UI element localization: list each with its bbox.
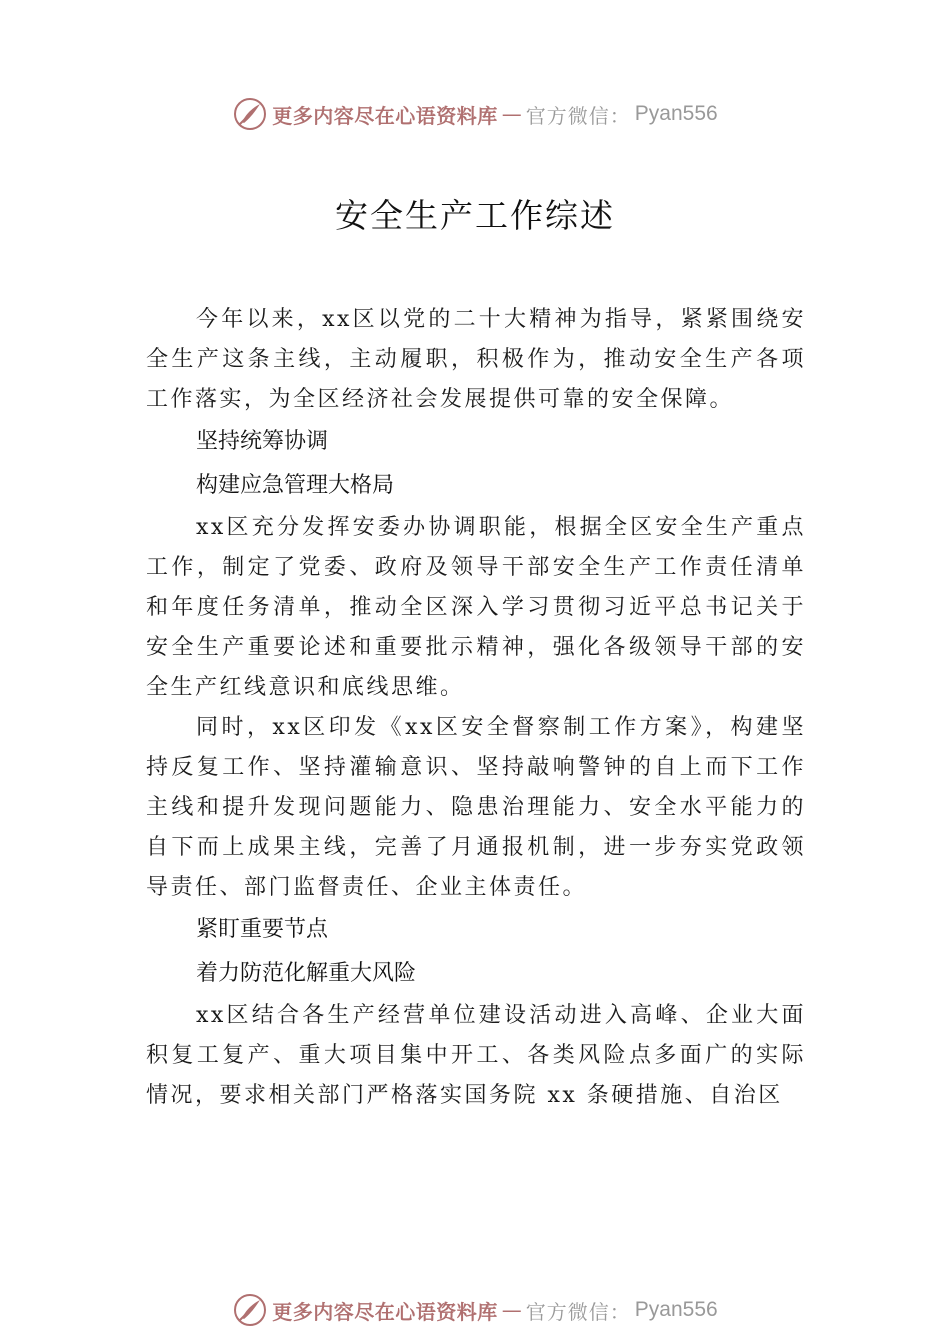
watermark-wechat-label: 官方微信： <box>525 103 631 128</box>
paragraph: xx区充分发挥安委办协调职能，根据全区安全生产重点工作，制定了党委、政府及领导干部安全生产工作责任清单和年度任务清单，推动全区深入学习贯彻习近平总书记关于安全生产重要论述和重要批示精神，强化各级领导干部的安全生产红线意识和底线思维。 <box>146 515 806 700</box>
section-heading: 紧盯重要节点 <box>196 917 329 942</box>
document-title: 安全生产工作综述 <box>335 196 615 235</box>
watermark-brand: 更多内容尽在心语资料库 <box>272 103 498 128</box>
section-heading: 坚持统筹协调 <box>196 429 329 454</box>
watermark-wechat-label: 官方微信： <box>525 1299 631 1324</box>
watermark-footer <box>0 1290 950 1330</box>
section-subheading: 构建应急管理大格局 <box>196 473 395 498</box>
paragraph: xx区结合各生产经营单位建设活动进入高峰、企业大面积复工复产、重大项目集中开工、各类风险点多面广的实际情况，要求相关部门严格落实国务院 xx 条硬措施、自治区 <box>146 1003 806 1108</box>
quill-logo-icon <box>232 96 268 132</box>
watermark-dash: — <box>501 1298 522 1322</box>
paragraph-intro: 今年以来，xx区以党的二十大精神为指导，紧紧围绕安全生产这条主线，主动履职，积极作为，推动安全生产各项工作落实，为全区经济社会发展提供可靠的安全保障。 <box>146 307 806 412</box>
watermark-dash: — <box>501 102 522 126</box>
document-body <box>146 300 806 1116</box>
watermark-wechat-id: Pyan556 <box>634 102 718 125</box>
watermark-wechat-id: Pyan556 <box>634 1298 718 1321</box>
watermark-brand: 更多内容尽在心语资料库 <box>272 1299 498 1324</box>
watermark-header <box>0 94 950 134</box>
quill-logo-icon <box>232 1292 268 1328</box>
paragraph: 同时，xx区印发《xx区安全督察制工作方案》，构建坚持反复工作、坚持灌输意识、坚持敲响警钟的自上而下工作主线和提升发现问题能力、隐患治理能力、安全水平能力的自下而上成果主线，完善了月通报机制，进一步夯实党政领导责任、部门监督责任、企业主体责任。 <box>146 715 806 900</box>
section-subheading: 着力防范化解重大风险 <box>196 961 417 986</box>
